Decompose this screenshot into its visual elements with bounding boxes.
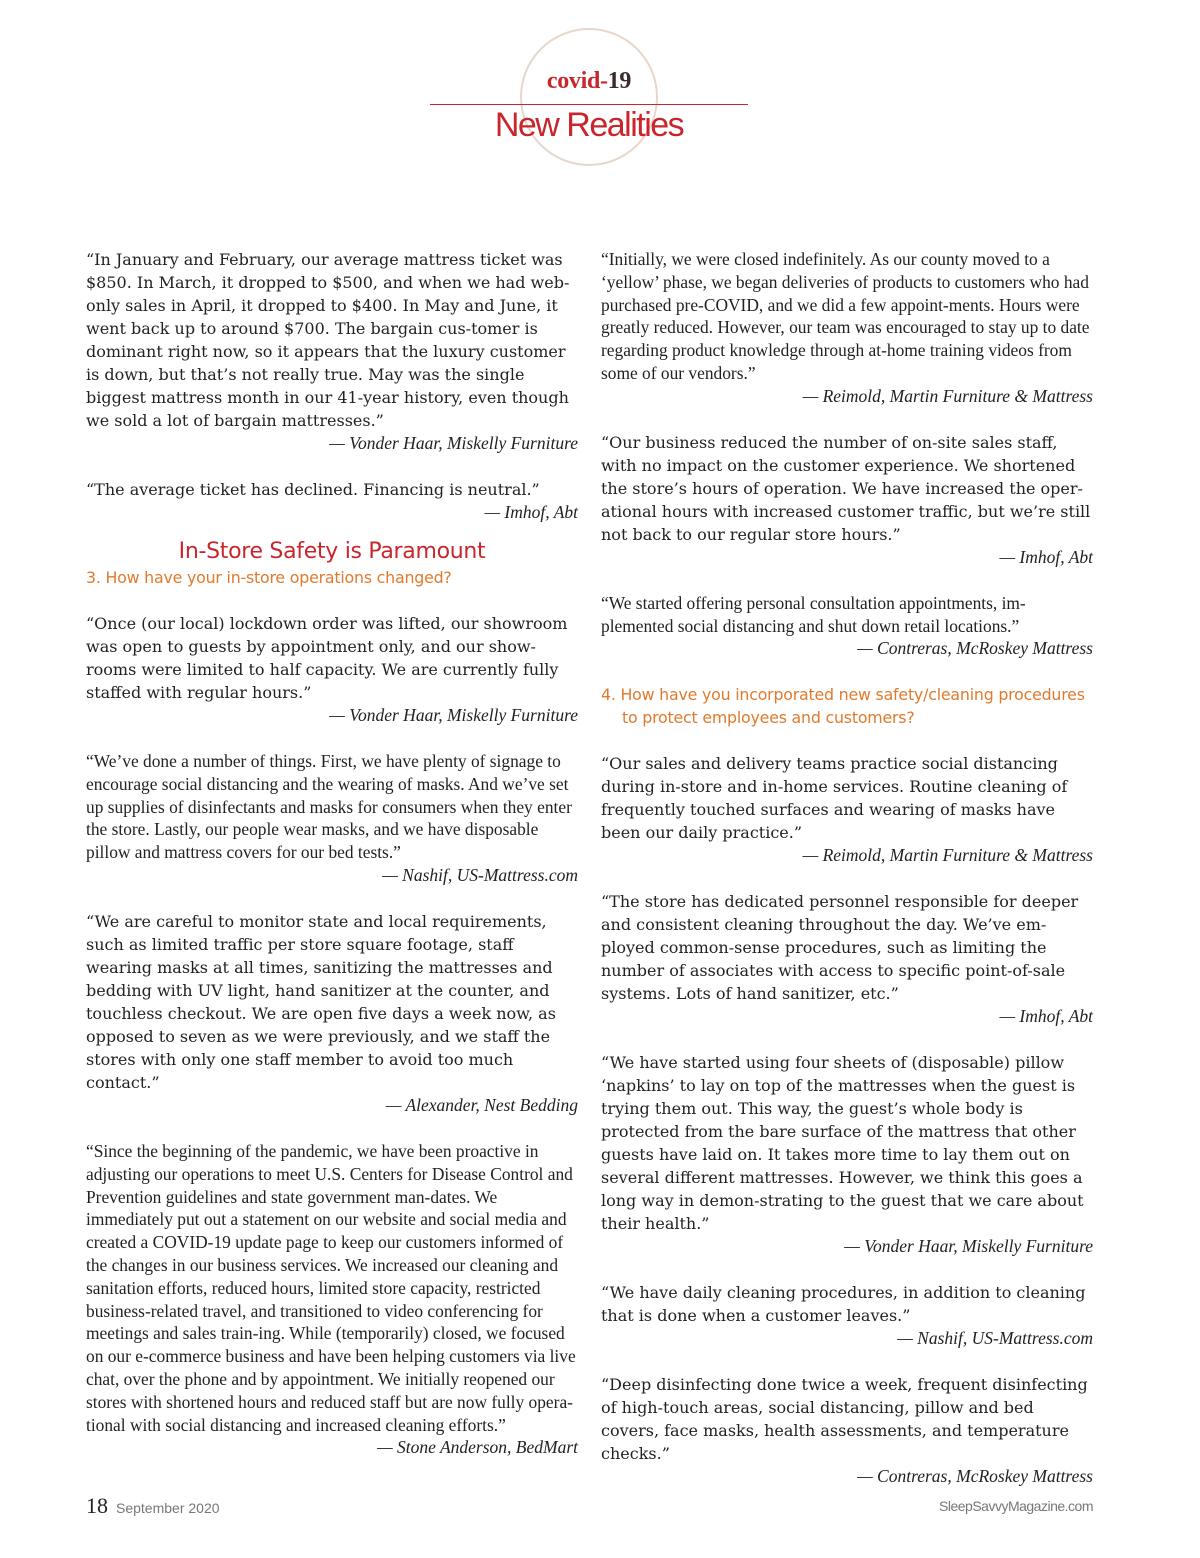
quote-attribution: — Nashif, US-Mattress.com (382, 864, 578, 885)
quote-attribution: — Reimold, Martin Furniture & Mattress (802, 845, 1093, 866)
magazine-website: SleepSavvyMagazine.com (939, 1498, 1093, 1514)
quote-attribution: — Imhof, Abt (999, 546, 1093, 567)
kicker-covid: covid- (546, 68, 608, 94)
issue-date: September 2020 (116, 1500, 220, 1516)
quote-attribution: — Stone Anderson, BedMart (377, 1437, 578, 1458)
quote-attribution: — Vonder Haar, Miskelly Furniture (329, 705, 578, 725)
quote: “The average ticket has declined. Financing is neutral.” (86, 480, 540, 499)
quote-attribution: — Vonder Haar, Miskelly Furniture (329, 433, 578, 453)
question-heading: 4. How have you incorporated new safety/cleaning procedures to protect employees and customers? (601, 685, 1085, 728)
page-number: 18 (86, 1493, 108, 1518)
quote: “We have daily cleaning procedures, in addition to cleaning that is done when a customer leaves.” (601, 1283, 1086, 1326)
header-circle-ornament (520, 28, 658, 166)
header-rule (430, 104, 748, 105)
quote: “In January and February, our average mattress ticket was $850. In March, it dropped to $500, and when we had web-only sales in April, it dropped to $400. In May and June, it went back up to around $700. The bargain cus-tomer is dominant right now, so it appears that the luxury customer is down, but that’s not really true. May was the single biggest mattress month in our 41-year history, even though we sold a lot of bargain mattresses.” (86, 250, 570, 430)
quote-attribution: — Nashif, US-Mattress.com (897, 1328, 1093, 1349)
section-heading: In-Store Safety is Paramount (178, 539, 486, 564)
quote-attribution: — Alexander, Nest Bedding (385, 1094, 578, 1115)
page-headline: New Realities (494, 106, 684, 144)
quote-attribution: — Imhof, Abt (484, 502, 578, 522)
quote: “The store has dedicated personnel responsible for deeper and consistent cleaning throughout the day. We’ve em-ployed common-sense procedures, such as limiting the number of associates with access to specific point-of-sale systems. Lots of hand sanitizer, etc.” (601, 892, 1079, 1004)
quote-attribution: — Imhof, Abt (999, 1006, 1093, 1027)
section-kicker (430, 68, 748, 95)
quote: “We started offering personal consultation appointments, im-plemented social distancing and shut down retail locations.” (601, 592, 1026, 636)
quote: “Our business reduced the number of on-site sales staff, with no impact on the customer experience. We shortened the store’s hours of operation. We have increased the oper-ational hours with increased customer traffic, but we’re still not back to our regular store hours.” (601, 432, 1091, 544)
left-column (86, 248, 578, 1459)
right-column (601, 248, 1093, 1488)
quote: “We have started using four sheets of (disposable) pillow ‘napkins’ to lay on top of the mattresses when the guest is trying them out. This way, the guest’s whole body is protected from the bare surface of the mattress that other guests have laid on. It takes more time to lay them out on several different mattresses. However, we think this goes a long way in demon-strating to the guest that we care about their health.” (601, 1053, 1084, 1234)
question-heading: 3. How have your in-store operations changed? (86, 568, 452, 587)
quote-attribution: — Contreras, McRoskey Mattress (857, 638, 1093, 659)
quote: “We are careful to monitor state and local requirements, such as limited traffic per store square footage, staff wearing masks at all times, sanitizing the mattresses and bedding with UV light, hand sanitizer at the counter, and touchless checkout. We are open five days a week now, as opposed to seven as we were previously, and we staff the stores with only one staff member to avoid too much contact.” (86, 911, 556, 1092)
page-footer-left (86, 1493, 220, 1519)
quote: “We’ve done a number of things. First, we have plenty of signage to encourage social distancing and the wearing of masks. And we’ve set up supplies of disinfectants and masks for consumers when they enter the store. Lastly, our people wear masks, and we have disposable pillow and mattress covers for our bed tests.” (86, 751, 572, 863)
quote: “Our sales and delivery teams practice social distancing during in-store and in-home services. Routine cleaning of frequently touched surfaces and wearing of masks have been our daily practice.” (601, 754, 1068, 843)
quote: “Since the beginning of the pandemic, we have been proactive in adjusting our operations to meet U.S. Centers for Disease Control and Prevention guidelines and state government man-dates. We immediately put out a statement on our website and social media and created a COVID-19 update page to keep our customers informed of the changes in our business services. We increased our cleaning and sanitation efforts, reduced hours, limited store capacity, restricted business-related travel, and transitioned to video conferencing for meetings and sales train-ing. While (temporarily) closed, we focused on our e-commerce business and have been helping customers via live chat, over the phone and by appointment. We initially reopened our stores with shortened hours and reduced staff but are now fully opera-tional with social distancing and increased cleaning efforts.” (86, 1140, 576, 1435)
quote-attribution: — Contreras, McRoskey Mattress (857, 1466, 1093, 1487)
kicker-19: 19 (607, 68, 632, 94)
quote-attribution: — Vonder Haar, Miskelly Furniture (844, 1236, 1093, 1257)
quote: “Deep disinfecting done twice a week, frequent disinfecting of high-touch areas, social distancing, pillow and bed covers, face masks, health assessments, and temperature checks.” (601, 1375, 1088, 1464)
quote: “Initially, we were closed indefinitely. As our county moved to a ‘yellow’ phase, we began deliveries of products to customers who had purchased pre-COVID, and we did a few appoint-ments. Hours were greatly reduced. However, our team was encouraged to stay up to date regarding product knowledge through at-home training videos from some of our vendors.” (601, 249, 1090, 383)
quote: “Once (our local) lockdown order was lifted, our showroom was open to guests by appointment only, and our show-rooms were limited to half capacity. We are currently fully staffed with regular hours.” (86, 614, 568, 702)
quote-attribution: — Reimold, Martin Furniture & Mattress (802, 385, 1093, 406)
